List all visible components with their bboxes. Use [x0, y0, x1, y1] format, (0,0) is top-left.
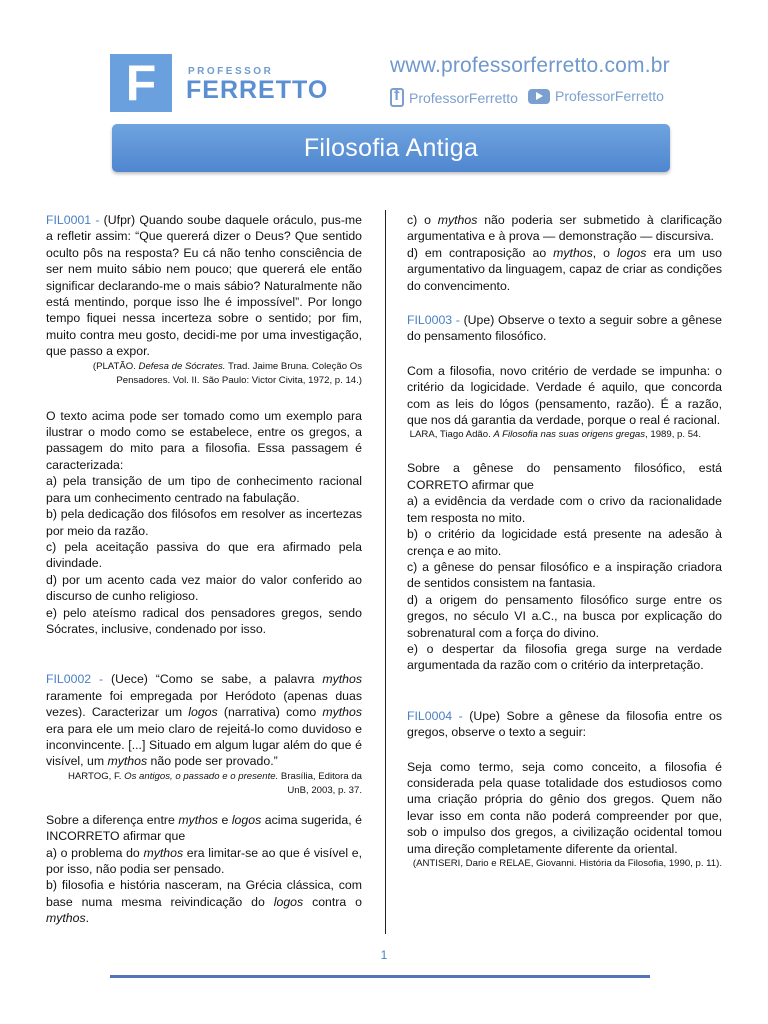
source-citation: HARTOG, F. Os antigos, o passado e o presente. Brasília, Editora da UnB, 2003, p. 37. [67, 770, 362, 796]
logo-letter: F [125, 55, 157, 111]
option-d: d) em contraposição ao mythos, o logos era um uso argumentativo da linguagem, capaz de criar as condições do convencimento. [407, 245, 723, 293]
brand-name: FERRETTO [186, 76, 329, 104]
question-fil0003 [407, 312, 722, 674]
option-c: c) pela aceitação passiva do que era afirmado pela divindade. [46, 539, 362, 571]
brand-logo [110, 54, 172, 112]
question-prompt: Sobre a gênese do pensamento filosófico, está CORRETO afirmar que [407, 461, 722, 492]
question-stem: FIL0004 - (Upe) Sobre a gênese da filosofia entre os gregos, observe o texto a seguir: [407, 708, 722, 740]
question-prompt: Sobre a diferença entre mythos e logos acima sugerida, é INCORRETO afirmar que [46, 812, 362, 844]
source-citation: (ANTISERI, Dario e RELAE, Giovanni. História da Filosofia, 1990, p. 11). [412, 858, 722, 869]
option-c: c) a gênese do pensar filosófico e a inspiração criadora de sentidos consistem na fantasia. [407, 559, 722, 591]
site-url-link[interactable]: www.professorferretto.com.br [390, 54, 670, 77]
question-stem: FIL0001 - (Ufpr) Quando soube daquele oráculo, pus-me a refletir assim: “Que quererá dizer o Deus? Que sentido oculto pôs na resposta? Eu cá não tenho consciência de ser nem muito sábio nem pouco; que quererá ele então significar declarando-me o mais sábio? Naturalmente não está mentindo, porque isso lhe é impossível”. Por longo tempo fiquei nessa incerteza sobre o sentido; por fim, muito contra meu gosto, decidi-me por uma investigação, que passo a expor. [46, 213, 363, 359]
option-d: d) por um acento cada vez maior do valor conferido ao discurso de cunho religioso. [46, 572, 362, 604]
question-stem: FIL0002 - (Uece) “Como se sabe, a palavra mythos raramente foi empregada por Heródoto (apenas duas vezes). Caracterizar um logos (narrativa) como mythos era para ele um meio claro de rejeitá-lo como duvidoso e inconvincente. [...] Situado em algum lugar além do que é visível, um mythos não pode ser provado.” [46, 672, 362, 769]
page-number: 1 [380, 948, 388, 962]
page-title: Filosofia Antiga [303, 133, 479, 162]
option-b: b) o critério da logicidade está presente na adesão à crença e ao mito. [407, 527, 722, 558]
question-id: FIL0004 - [407, 708, 463, 723]
page-title-banner [112, 124, 670, 172]
option-c: c) o mythos não poderia ser submetido à clarificação argumentativa e à prova — demonstração — discursiva. [407, 213, 723, 244]
youtube-icon [528, 89, 550, 104]
youtube-link[interactable] [528, 88, 664, 104]
quoted-text: Com a filosofia, novo critério de verdade se impunha: o critério da logicidade. Verdade é aquilo, que concorda com as leis do lógos (pensamento, razão). É a razão, que nos dá garantia da verdade, porque o real é racional. [407, 363, 722, 428]
facebook-icon [390, 88, 404, 107]
option-a: a) a evidência da verdade com o crivo da racionalidade tem resposta no mito. [407, 494, 722, 525]
option-d: d) a origem do pensamento filosófico surge entre os gregos, no século VI a.C., na busca por explicação do sobrenatural com a força do divino. [407, 592, 722, 640]
footer-rule [110, 975, 650, 978]
facebook-handle: ProfessorFerretto [409, 89, 518, 106]
question-id: FIL0002 - [46, 672, 104, 687]
facebook-link[interactable] [390, 88, 518, 107]
option-a: a) o problema do mythos era limitar-se ao que é visível e, por isso, não podia ser pensado. [46, 845, 363, 876]
question-fil0004 [407, 708, 722, 871]
brand-subtitle: PROFESSOR [188, 66, 274, 77]
right-column [407, 212, 722, 871]
column-divider [385, 210, 386, 934]
question-fil0002 [46, 671, 362, 926]
question-id: FIL0003 - [407, 313, 460, 328]
youtube-handle: ProfessorFerretto [555, 88, 664, 104]
question-prompt: O texto acima pode ser tomado como um exemplo para ilustrar o modo como se estabelece, entre os gregos, a passagem do mito para a filosofia. Essa passagem é caracterizada: [46, 408, 362, 472]
option-e: e) o despertar da filosofia grega surge na verdade argumentada da razão com o critério da interpretação. [407, 641, 722, 673]
option-e: e) pelo ateísmo radical dos pensadores gregos, sendo Sócrates, inclusive, condenado por isso. [46, 605, 362, 636]
question-stem: FIL0003 - (Upe) Observe o texto a seguir sobre a gênese do pensamento filosófico. [407, 313, 722, 344]
source-citation: LARA, Tiago Adão. A Filosofia nas suas origens gregas, 1989, p. 54. [409, 429, 702, 441]
quoted-text: Seja como termo, seja como conceito, a filosofia é considerada pela quase totalidade dos estudiosos como uma criação própria do gênio dos gregos. Quem não levar isso em conta não poderá compreender por que, sob o impulso dos gregos, a civilização ocidental tomou uma direção completamente diferente da oriental. [407, 759, 722, 856]
source-citation: (PLATÃO. Defesa de Sócrates. Trad. Jaime Bruna. Coleção Os Pensadores. Vol. II. São Paulo: Victor Civita, 1972, p. 14.) [92, 360, 362, 386]
question-fil0001 [46, 212, 362, 637]
option-b: b) pela dedicação dos filósofos em resolver as incertezas por meio da razão. [46, 507, 362, 538]
option-a: a) pela transição de um tipo de conhecimento racional para um conhecimento centrado na fabulação. [46, 474, 362, 505]
question-id: FIL0001 - [46, 213, 100, 227]
left-column [46, 212, 362, 927]
option-b: b) filosofia e história nasceram, na Grécia clássica, com base numa mesma reivindicação do logos contra o mythos. [46, 878, 362, 926]
